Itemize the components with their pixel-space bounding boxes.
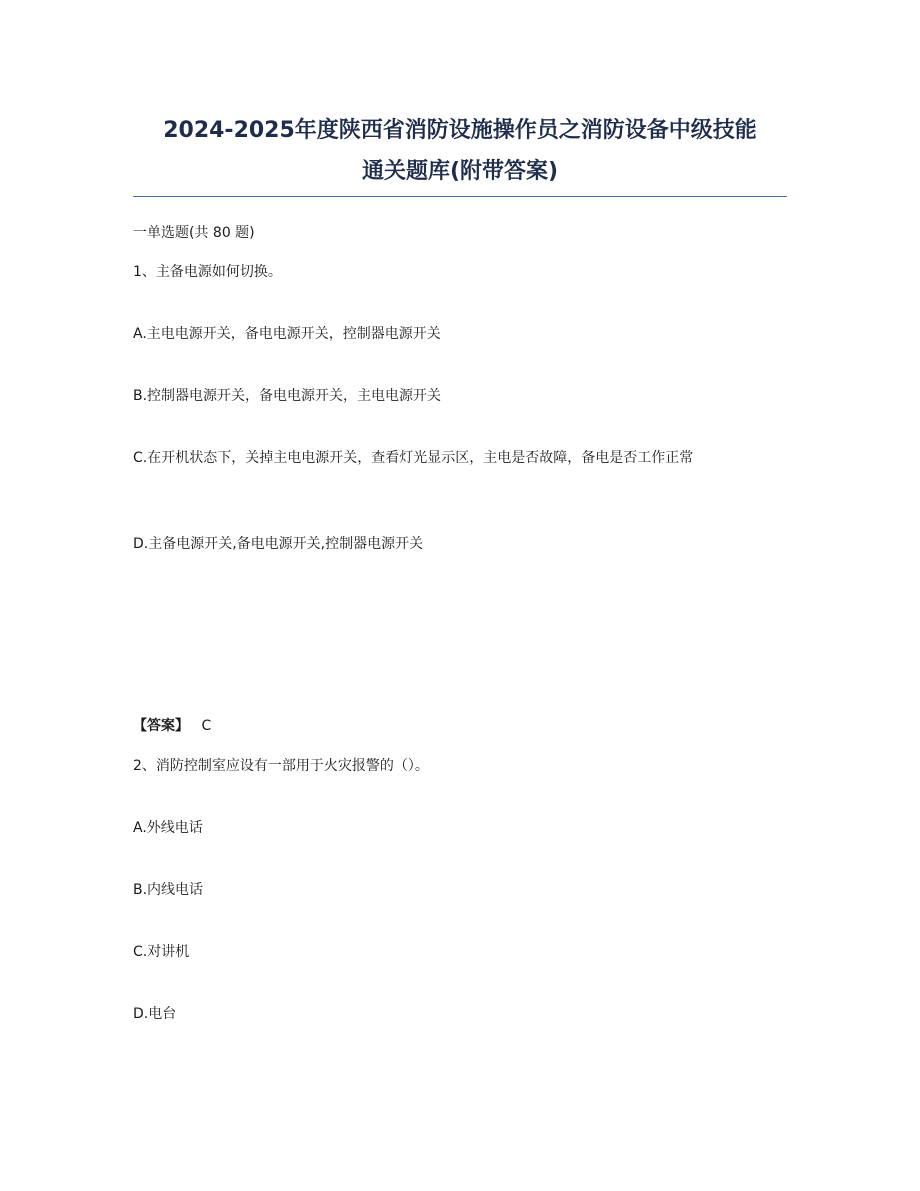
question-1-option-a: A.主电电源开关，备电电源开关，控制器电源开关 xyxy=(133,326,441,342)
question-1-stem: 1、主备电源如何切换。 xyxy=(133,264,282,280)
document-title-line-2: 通关题库(附带答案) xyxy=(361,159,559,184)
answer-label: 【答案】 xyxy=(133,718,189,734)
question-2-option-d: D.电台 xyxy=(133,1006,177,1022)
question-1-option-c: C.在开机状态下，关掉主电电源开关，查看灯光显示区，主电是否故障，备电是否工作正常 xyxy=(133,450,694,466)
document-title-line-1: 2024-2025年度陕西省消防设施操作员之消防设备中级技能 xyxy=(163,118,757,143)
title-divider xyxy=(133,196,787,197)
question-2-option-b: B.内线电话 xyxy=(133,882,204,898)
question-1-option-d: D.主备电源开关,备电电源开关,控制器电源开关 xyxy=(133,536,424,552)
question-1-answer xyxy=(133,714,793,738)
question-2-stem: 2、消防控制室应设有一部用于火灾报警的（）。 xyxy=(133,758,429,774)
question-2-option-a: A.外线电话 xyxy=(133,820,203,836)
answer-value: C xyxy=(201,718,212,734)
section-heading: 一单选题(共 80 题) xyxy=(133,225,255,241)
question-2-option-c: C.对讲机 xyxy=(133,944,190,960)
question-1-option-b: B.控制器电源开关，备电电源开关，主电电源开关 xyxy=(133,388,442,404)
